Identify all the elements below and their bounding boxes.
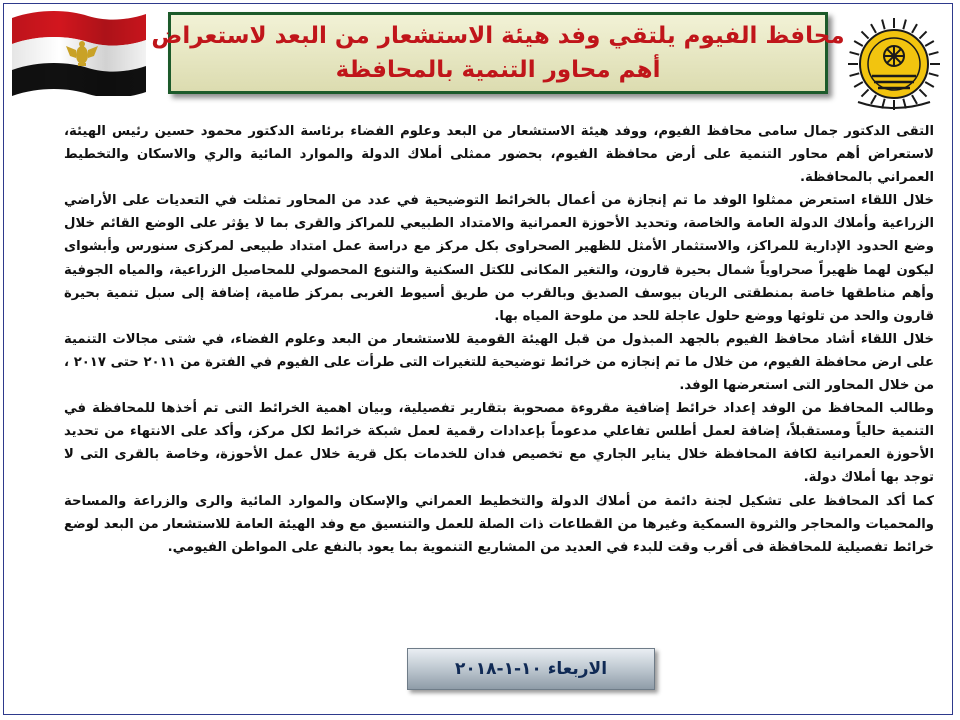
- sun-ray: [912, 24, 917, 33]
- date-badge: الاربعاء ١٠-١-٢٠١٨: [407, 648, 655, 690]
- sun-ray: [861, 89, 868, 96]
- sun-ray: [850, 52, 860, 55]
- article-body: [64, 120, 934, 610]
- article-paragraph: خلال اللقاء أشاد محافظ الفيوم بالجهد المبذول من قبل الهيئة القومية للاستشعار من البعد وعلوم الفضاء، في شتى مجالات التنمية على ارض محافظة الفيوم، من خلال ما تم إنجازه من خرائط توضيحية للتغيرات التى طرأت على الفيوم في الفترة من ٢٠١١ حتى ٢٠١٧ ، من خلال المحاور التى استعرضها الوفد.: [64, 331, 934, 394]
- article-paragraph: كما أكد المحافظ على تشكيل لجنة دائمة من أملاك الدولة والتخطيط العمراني والإسكان والموارد المائية والرى والزراعة والمساحة والمحميات والمحاجر والثروة السمكية وغيرها من القطاعات ذات الصلة للعمل والتنسيق مع وفد الهيئة العامة للاستشعار من البعد لوضع خرائط تفصيلية للمحافظة فى أقرب وقت للبدء في العديد من المشاريع التنموية بما يعود بالنفع على المواطن الفيومي.: [64, 493, 934, 555]
- waterwheel-icon: [884, 46, 904, 66]
- sun-ray: [929, 52, 939, 55]
- sun-ray: [925, 82, 934, 87]
- sun-ray: [919, 31, 926, 38]
- sun-ray: [871, 24, 876, 33]
- sun-ray: [854, 41, 863, 46]
- sun-ray: [854, 82, 863, 87]
- sun-ray: [850, 73, 860, 76]
- article-paragraph: خلال اللقاء استعرض ممثلوا الوفد ما تم إنجازة من أعمال بالخرائط التوضيحية في عدد من المحاور تمثلت في التعديات على الأراضي الزراعية وأملاك الدولة العامة والخاصة، وتحديد الأحوزة العمرانية والامتداد الطبيعي للمراكز والقرى بما لا يؤثر على الوضع القائم خلال وضع الحدود الإدارية للمراكز، والاستثمار الأمثل للظهير الصحراوى بكل مركز مع دراسة عمل امتداد طبيعى لمركزى سنورس وأبشواى ليكون لهما ظهيراً صحراوياً شمال بحيرة قارون، والتغير المكانى للكتل السكنية والتنوع المحصولي للمحاصيل الزراعية، والمياه الجوفية وأهم مناطقها خاصة بمنطقتى الريان بيوسف الصديق وبالقرب من طريق أسيوط الغربى بمركز طامية، إضافة إلى سبل تنمية بحيرة قارون والحد من تلوثها ووضع حلول عاجلة للحد من ملوحة المياه بها.: [64, 193, 934, 324]
- sun-ray: [912, 95, 917, 104]
- sun-ray: [925, 41, 934, 46]
- sun-ray: [882, 20, 885, 30]
- sun-ray: [903, 20, 906, 30]
- article-paragraph: التقى الدكتور جمال سامى محافظ الفيوم، ووفد هيئة الاستشعار من البعد وعلوم الفضاء برئاسة الدكتور محمود حسين رئيس الهيئة، لاستعراض أهم محاور التنمية على أرض محافظة الفيوم، بحضور ممثلى أملاك الدولة والموارد المائية والري والاسكان والتخطيط العمراني بالمحافظة.: [64, 124, 934, 186]
- sun-ray: [919, 89, 926, 96]
- headline-box: [151, 12, 845, 94]
- sun-ray: [871, 95, 876, 104]
- fayoum-governorate-logo: [838, 10, 950, 118]
- egypt-flag: [10, 6, 148, 96]
- sun-ray: [861, 31, 868, 38]
- headline-line-1: محافظ الفيوم يلتقي وفد هيئة الاستشعار من البعد لاستعراض: [151, 23, 845, 49]
- headline-line-2: أهم محاور التنمية بالمحافظة: [335, 57, 661, 83]
- article-paragraph: وطالب المحافظ من الوفد إعداد خرائط إضافية مقروءة مصحوبة بتقارير تفصيلية، وبيان اهمية الخرائط التى تم أخذها للمحافظة في التنمية حالياً ومستقبلاً، إضافة لعمل أطلس تفاعلي مدعوماً بإعدادات رقمية لعمل شبكة خرائط لكل مركز، وأكد على الانتهاء من تحديد الأحوزة العمرانية لكافة المحافظة خلال يناير الجاري مع تخصيص فدان للخدمات بكل قرية خلال عمل الأحوزة، وخاصة بالقرى التى لا توجد بها أملاك دولة.: [64, 401, 934, 486]
- sun-ray: [929, 73, 939, 76]
